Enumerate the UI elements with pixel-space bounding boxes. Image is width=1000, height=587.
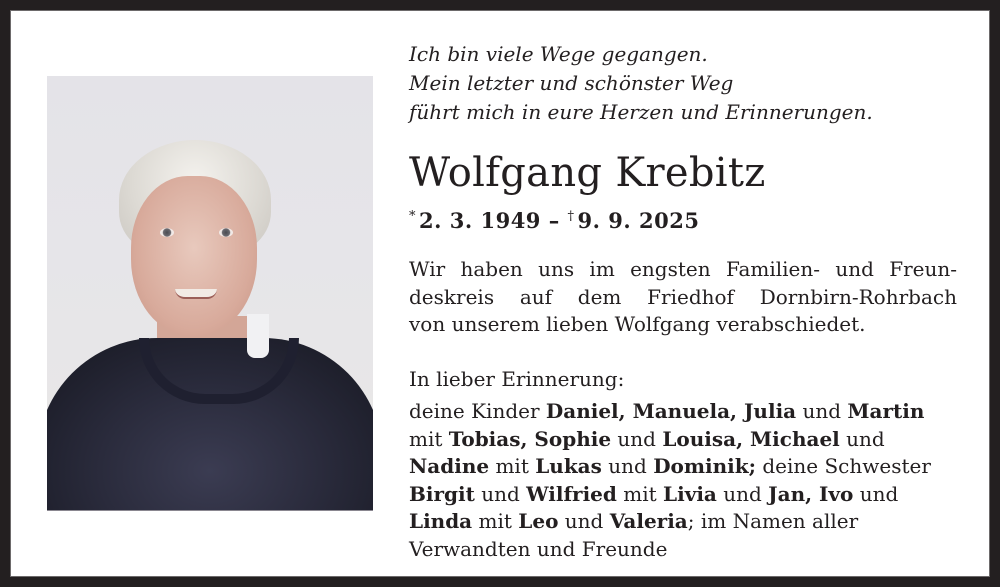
announcement-word: dem xyxy=(577,284,622,309)
family-member-name: Dominik; xyxy=(653,454,757,478)
verse-line: Mein letzter und schönster Weg xyxy=(409,71,734,95)
announcement-line xyxy=(409,284,957,312)
family-connector-text: und xyxy=(601,454,654,478)
announcement-word: Dornbirn-Rohrbach xyxy=(759,284,957,309)
announcement-word: Familien- xyxy=(725,257,821,281)
photo-face xyxy=(131,176,257,336)
family-member-name: Lukas xyxy=(535,454,602,478)
family-member-name: Jan, Ivo xyxy=(768,481,854,506)
family-connector-text: mit xyxy=(616,481,664,506)
family-connector-text: deine Kinder xyxy=(409,399,546,423)
family-member-name: Livia xyxy=(663,481,717,506)
life-dates xyxy=(409,203,699,235)
memory-label: In lieber Erinnerung: xyxy=(409,367,625,391)
family-line xyxy=(409,398,969,426)
family-connector-text: und xyxy=(853,481,899,506)
verse xyxy=(409,40,873,127)
deceased-name: Wolfgang Krebitz xyxy=(409,150,766,196)
photo-mouth xyxy=(175,289,217,299)
announcement-word: engsten xyxy=(630,257,711,281)
photo-eye-right xyxy=(219,228,233,237)
announcement-word: und xyxy=(835,257,874,281)
family-connector-text: und xyxy=(796,399,848,423)
family-member-name: Louisa, Michael xyxy=(662,426,840,451)
family-connector-text: und xyxy=(611,426,663,451)
family-connector-text: ; im Namen aller xyxy=(687,509,859,533)
family-member-name: Valeria xyxy=(609,509,688,533)
announcement-word: auf xyxy=(519,284,553,309)
birth-date: 2. 3. 1949 xyxy=(419,208,541,233)
date-separator: – xyxy=(540,208,568,233)
announcement-word: Wir xyxy=(409,257,446,281)
verse-line: Ich bin viele Wege gegangen. xyxy=(409,42,708,66)
family-member-name: Tobias, Sophie xyxy=(448,426,612,451)
family-member-name: Linda xyxy=(409,509,473,533)
announcement-word: im xyxy=(589,257,615,281)
family-connector-text: mit xyxy=(409,426,449,451)
family-connector-text: mit xyxy=(472,509,519,533)
family-list xyxy=(409,398,969,563)
portrait-photo xyxy=(47,76,373,511)
family-line xyxy=(409,536,969,564)
photo-eye-left xyxy=(160,228,174,237)
announcement-word: uns xyxy=(538,257,575,281)
family-member-name: Martin xyxy=(847,399,925,423)
family-connector-text: und xyxy=(474,481,527,506)
announcement-word: Freun- xyxy=(889,257,957,281)
family-line xyxy=(409,508,969,536)
obituary-card xyxy=(10,10,990,577)
family-member-name: Leo xyxy=(518,509,559,533)
family-connector-text: mit xyxy=(489,454,536,478)
announcement-word: Friedhof xyxy=(647,284,734,309)
death-date: 9. 9. 2025 xyxy=(577,208,700,233)
family-member-name: Birgit xyxy=(409,481,475,506)
family-line xyxy=(409,426,969,454)
death-cross-icon: † xyxy=(567,209,575,224)
birth-star-icon: * xyxy=(409,209,416,224)
announcement-word: von unserem lieben Wolfgang verabschiedet. xyxy=(409,312,866,336)
family-connector-text: Verwandten und Freunde xyxy=(409,536,668,561)
announcement-text xyxy=(409,256,957,339)
announcement-word: haben xyxy=(460,257,523,281)
family-member-name: Daniel, Manuela, Julia xyxy=(545,399,797,423)
family-connector-text: deine Schwester xyxy=(756,454,931,478)
family-line xyxy=(409,481,969,509)
family-connector-text: und xyxy=(558,509,610,533)
verse-line: führt mich in eure Herzen und Erinnerungen. xyxy=(409,100,873,124)
family-member-name: Nadine xyxy=(409,454,490,478)
family-member-name: Wilfried xyxy=(526,481,617,506)
announcement-word: deskreis xyxy=(409,284,495,309)
family-connector-text: und xyxy=(839,426,885,451)
family-line xyxy=(409,453,969,481)
announcement-line xyxy=(409,256,957,284)
family-connector-text: und xyxy=(716,481,769,506)
announcement-line xyxy=(409,311,957,339)
